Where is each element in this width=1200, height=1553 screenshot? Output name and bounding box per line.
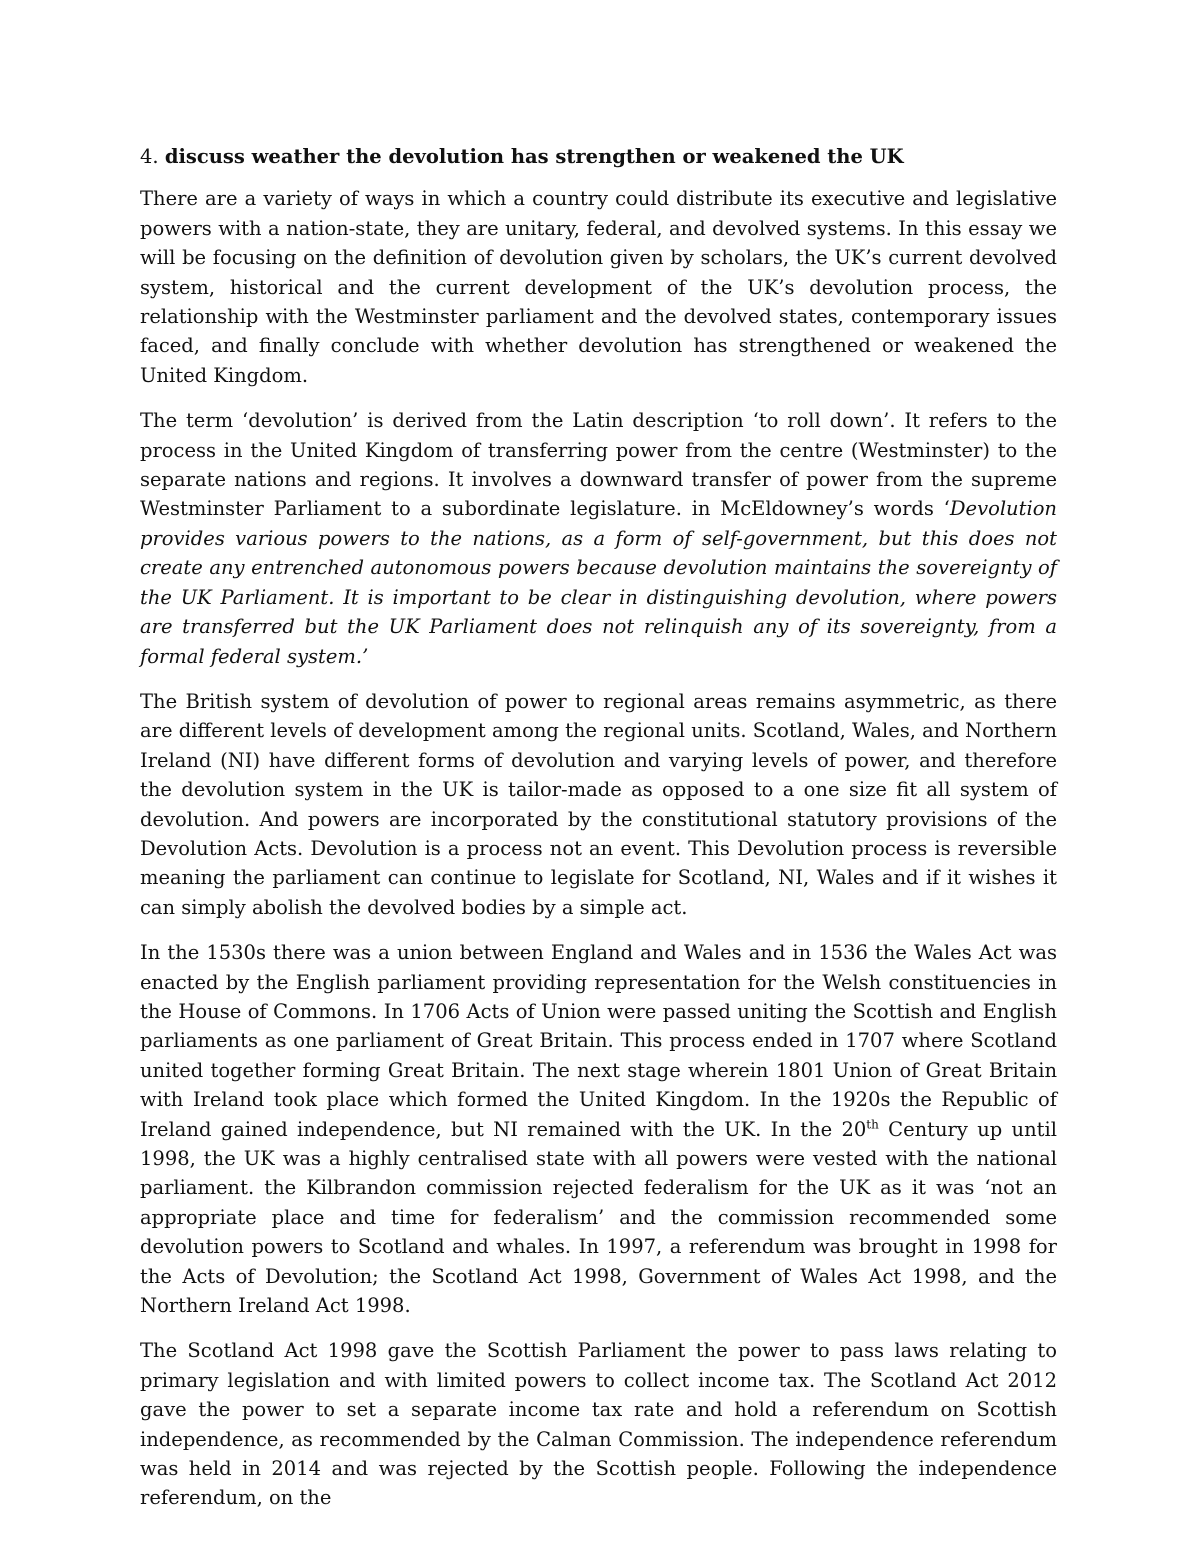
paragraph-definition — [140, 406, 1057, 671]
document-page — [140, 142, 1057, 1529]
history-text-part1: In the 1530s there was a union between England and Wales and in 1536 the Wales Act was enacted by the English parliament providing representation for the Welsh constituencies in the House of Commons. In 1706 Acts of Union were passed uniting the Scottish and English parliaments as one parliament of Great Britain. This process ended in 1707 where Scotland united together forming Great Britain. The next stage wherein 1801 Union of Great Britain with Ireland took place which formed the United Kingdom. In the 1920s the Republic of Ireland gained independence, but NI remained with the UK. In the 20 — [140, 941, 1057, 1141]
definition-text: The term ‘devolution’ is derived from the Latin description ‘to roll down’. It refers to the process in the United Kingdom of transferring power from the centre (Westminster) to the separate nations and regions. It involves a downward transfer of power from the supreme Westminster Parliament to a subordinate legislature. in McEldowney’s words ‘ — [140, 409, 1057, 521]
paragraph-history — [140, 938, 1057, 1320]
paragraph-scotland-act: The Scotland Act 1998 gave the Scottish Parliament the power to pass laws relating to primary legislation and with limited powers to collect income tax. The Scotland Act 2012 gave the power to set a separate income tax rate and hold a referendum on Scottish independence, as recommended by the Calman Commission. The independence referendum was held in 2014 and was rejected by the Scottish people. Following the independence referendum, on the — [140, 1339, 1057, 1510]
essay-heading — [140, 142, 1057, 171]
heading-number: 4. — [140, 145, 159, 168]
paragraph-asymmetric-system: The British system of devolution of power to regional areas remains asymmetric, as there are different levels of development among the regional units. Scotland, Wales, and Northern Ireland (NI) have different forms of devolution and varying levels of power, and therefore the devolution system in the UK is tailor-made as opposed to a one size fit all system of devolution. And powers are incorporated by the constitutional statutory provisions of the Devolution Acts. Devolution is a process not an event. This Devolution process is reversible meaning the parliament can continue to legislate for Scotland, NI, Wales and if it wishes it can simply abolish the devolved bodies by a simple act. — [140, 689, 1057, 919]
mceldowney-quote: Devolution provides various powers to the nations, as a form of self-government, but this does not create any entrenched autonomous powers because devolution maintains the sovereignty of the UK Parliament. It is important to be clear in distinguishing devolution, where powers are transferred but the UK Parliament does not relinquish any of its sovereignty, from a formal federal system.’ — [140, 497, 1057, 668]
paragraph-introduction: There are a variety of ways in which a country could distribute its executive and legislative powers with a nation-state, they are unitary, federal, and devolved systems. In this essay we will be focusing on the definition of devolution given by scholars, the UK’s current devolved system, historical and the current development of the UK’s devolution process, the relationship with the Westminster parliament and the devolved states, contemporary issues faced, and finally conclude with whether devolution has strengthened or weakened the United Kingdom. — [140, 187, 1057, 387]
ordinal-superscript: th — [866, 1117, 879, 1132]
heading-title: discuss weather the devolution has strengthen or weakened the UK — [164, 145, 904, 168]
history-text-part2: Century up until 1998, the UK was a highly centralised state with all powers were vested with the national parliament. the Kilbrandon commission rejected federalism for the UK as it was ‘not an appropriate place and time for federalism’ and the commission recommended some devolution powers to Scotland and whales. In 1997, a referendum was brought in 1998 for the Acts of Devolution; the Scotland Act 1998, Government of Wales Act 1998, and the Northern Ireland Act 1998. — [140, 1117, 1057, 1318]
